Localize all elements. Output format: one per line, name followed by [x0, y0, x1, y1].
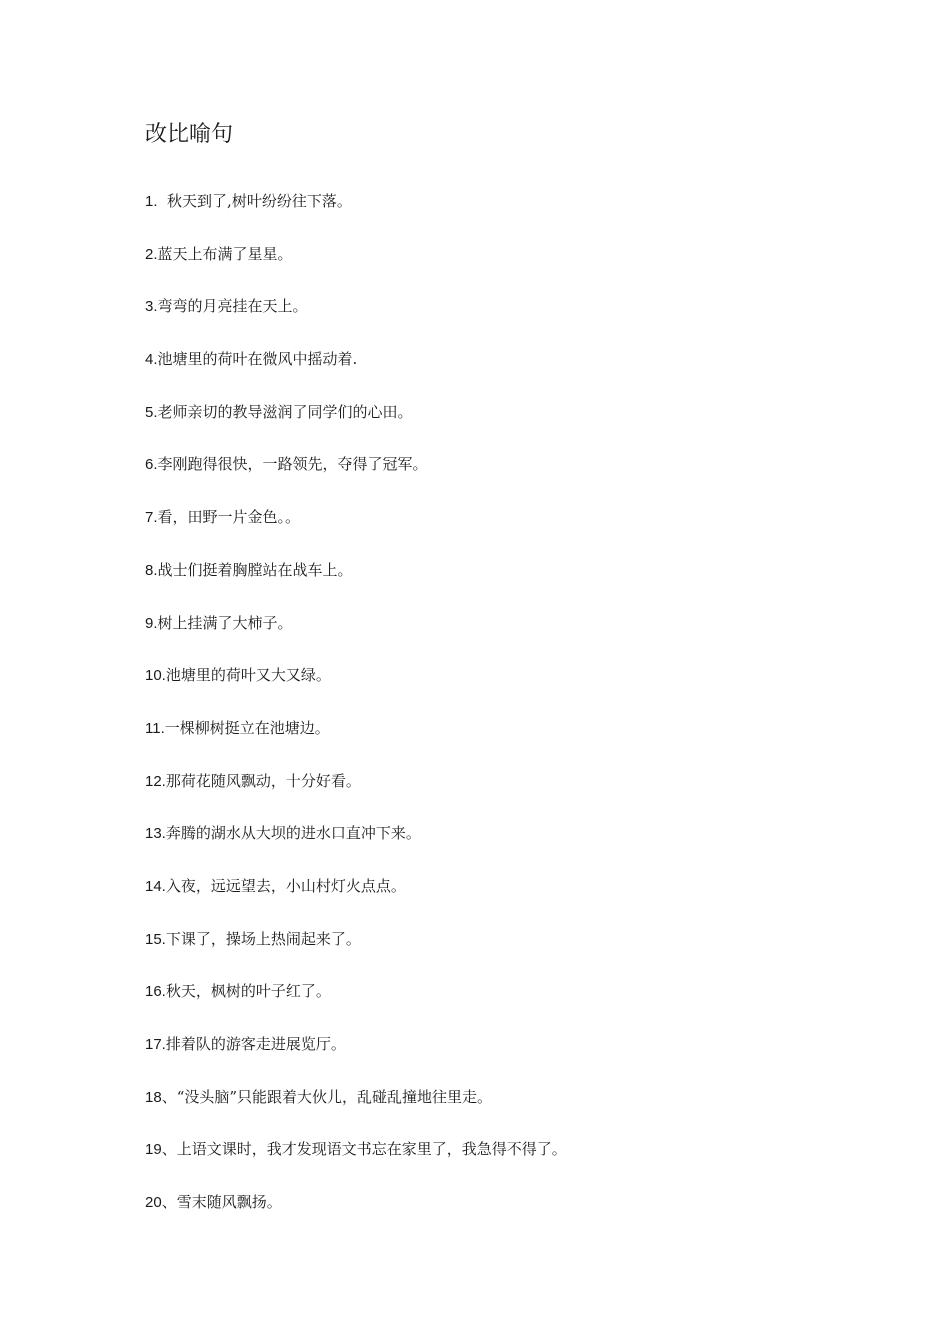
item-text: 老师亲切的教导滋润了同学们的心田。: [157, 402, 413, 421]
item-text: 秋天到了,树叶纷纷往下落。: [157, 192, 352, 210]
item-number: 19: [145, 1141, 162, 1159]
list-item: [145, 926, 905, 979]
list-item: [145, 1084, 905, 1137]
item-text: 那荷花随风飘动，十分好看。: [165, 771, 361, 790]
item-text: 秋天，枫树的叶子红了。: [165, 982, 331, 1001]
document-title: 改比喻句: [145, 122, 234, 147]
list-item: [145, 1136, 905, 1189]
item-number: 20: [145, 1194, 162, 1212]
item-number: 4.: [145, 351, 158, 369]
item-number: 9.: [145, 614, 158, 632]
item-text: 排着队的游客走进展览厅。: [165, 1035, 346, 1053]
item-number: 6.: [145, 456, 158, 474]
sentence-list: [145, 188, 905, 1242]
item-text: 奔腾的湖水从大坝的进水口直冲下来。: [165, 824, 421, 843]
item-text: 、雪末随风飘扬。: [161, 1193, 282, 1212]
item-number: 14.: [145, 877, 166, 895]
item-text: 下课了，操场上热闹起来了。: [165, 929, 361, 948]
list-item: [145, 293, 905, 346]
item-number: 2.: [145, 245, 158, 263]
list-item: [145, 346, 905, 399]
item-number: 10.: [145, 667, 166, 685]
item-text: 池塘里的荷叶又大又绿。: [165, 666, 331, 685]
list-item: [145, 873, 905, 926]
item-number: 15.: [145, 930, 166, 948]
item-number: 5.: [145, 403, 158, 421]
list-item: [145, 1189, 905, 1242]
item-text: 入夜，远远望去，小山村灯火点点。: [165, 876, 406, 895]
list-item: [145, 610, 905, 663]
list-item: [145, 1031, 905, 1084]
item-number: 3.: [145, 298, 158, 316]
item-text: 看，田野一片金色。。: [157, 508, 301, 527]
list-item: [145, 715, 905, 768]
item-number: 18: [145, 1088, 162, 1106]
item-number: 17.: [145, 1036, 166, 1053]
list-item: [145, 820, 905, 873]
item-text: 弯弯的月亮挂在天上。: [157, 297, 308, 316]
list-item: [145, 662, 905, 715]
item-number: 13.: [145, 825, 166, 843]
item-number: 8.: [145, 561, 158, 579]
item-number: 11.: [145, 719, 165, 737]
item-number: 16.: [145, 983, 166, 1001]
item-text: 李刚跑得很快，一路领先，夺得了冠军。: [157, 455, 428, 474]
list-item: [145, 188, 905, 241]
item-text: 树上挂满了大柿子。: [157, 613, 293, 632]
item-text: 池塘里的荷叶在微风中摇动着.: [157, 350, 358, 369]
item-text: 一棵柳树挺立在池塘边。: [164, 718, 330, 737]
item-number: 7.: [145, 509, 158, 527]
list-item: [145, 504, 905, 557]
item-text: 、上语文课时，我才发现语文书忘在家里了，我急得不得了。: [161, 1140, 567, 1159]
list-item: [145, 451, 905, 504]
item-number: 12.: [145, 772, 166, 790]
list-item: [145, 241, 905, 294]
list-item: [145, 399, 905, 452]
list-item: [145, 978, 905, 1031]
item-text: 蓝天上布满了星星。: [157, 244, 293, 263]
item-text: 、“没头脑”只能跟着大伙儿，乱碰乱撞地往里走。: [161, 1087, 493, 1106]
list-item: [145, 557, 905, 610]
item-number: 1.: [145, 193, 158, 210]
list-item: [145, 768, 905, 821]
item-text: 战士们挺着胸膛站在战车上。: [157, 560, 353, 579]
